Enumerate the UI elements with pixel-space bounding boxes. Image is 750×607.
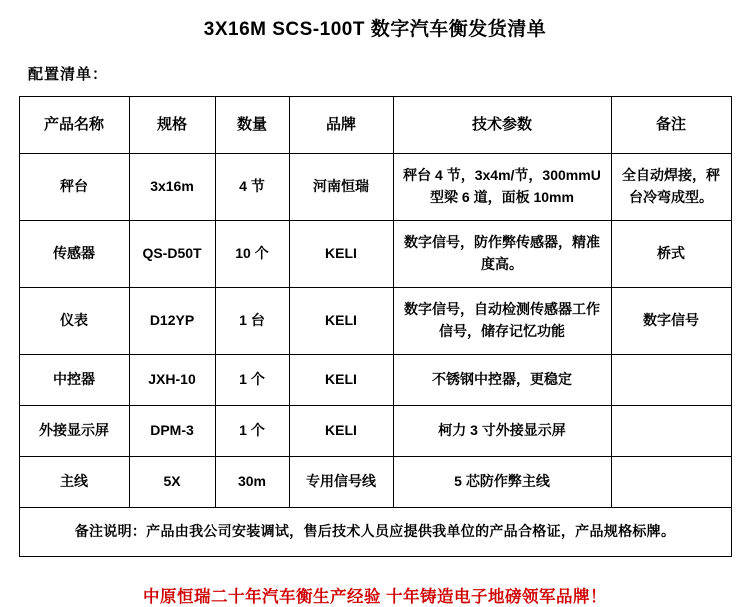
cell-note <box>611 355 731 406</box>
cell-brand: KELI <box>289 406 393 457</box>
cell-qty: 10 个 <box>215 221 289 288</box>
cell-tech: 不锈钢中控器，更稳定 <box>393 355 611 406</box>
table-footnote-row <box>19 508 731 557</box>
cell-spec: QS-D50T <box>129 221 215 288</box>
header-cell-spec: 规格 <box>129 97 215 154</box>
table-header-row <box>19 97 731 154</box>
header-cell-brand: 品牌 <box>289 97 393 154</box>
header-cell-note: 备注 <box>611 97 731 154</box>
cell-brand: KELI <box>289 221 393 288</box>
cell-product-name: 秤台 <box>19 154 129 221</box>
table-row <box>19 288 731 355</box>
cell-tech: 5 芯防作弊主线 <box>393 457 611 508</box>
table-footnote: 备注说明：产品由我公司安装调试，售后技术人员应提供我单位的产品合格证，产品规格标牌。 <box>19 508 731 557</box>
cell-tech: 柯力 3 寸外接显示屏 <box>393 406 611 457</box>
cell-product-name: 主线 <box>19 457 129 508</box>
document-page <box>0 14 750 607</box>
table-body <box>19 154 731 557</box>
cell-spec: JXH-10 <box>129 355 215 406</box>
table-row <box>19 221 731 288</box>
header-cell-qty: 数量 <box>215 97 289 154</box>
table-row <box>19 154 731 221</box>
cell-note: 桥式 <box>611 221 731 288</box>
cell-brand: KELI <box>289 288 393 355</box>
header-cell-name: 产品名称 <box>19 97 129 154</box>
cell-note <box>611 406 731 457</box>
footer-slogan: 中原恒瑞二十年汽车衡生产经验 十年铸造电子地磅领军品牌！ <box>142 588 608 606</box>
cell-spec: 5X <box>129 457 215 508</box>
cell-qty: 1 个 <box>215 406 289 457</box>
cell-product-name: 外接显示屏 <box>19 406 129 457</box>
cell-tech: 数字信号，防作弊传感器，精准度高。 <box>393 221 611 288</box>
cell-qty: 4 节 <box>215 154 289 221</box>
cell-note: 全自动焊接，秤台冷弯成型。 <box>611 154 731 221</box>
cell-tech: 数字信号，自动检测传感器工作信号，储存记忆功能 <box>393 288 611 355</box>
cell-spec: DPM-3 <box>129 406 215 457</box>
cell-spec: 3x16m <box>129 154 215 221</box>
cell-brand: 专用信号线 <box>289 457 393 508</box>
section-subtitle: 配置清单： <box>28 66 109 83</box>
cell-product-name: 传感器 <box>19 221 129 288</box>
cell-tech: 秤台 4 节，3x4m/节，300mmU 型梁 6 道，面板 10mm <box>393 154 611 221</box>
table-row <box>19 406 731 457</box>
cell-qty: 1 台 <box>215 288 289 355</box>
cell-note: 数字信号 <box>611 288 731 355</box>
spec-table <box>19 96 732 557</box>
cell-note <box>611 457 731 508</box>
cell-product-name: 仪表 <box>19 288 129 355</box>
cell-spec: D12YP <box>129 288 215 355</box>
table-header <box>19 97 731 154</box>
page-title: 3X16M SCS-100T 数字汽车衡发货清单 <box>203 19 547 40</box>
header-cell-tech: 技术参数 <box>393 97 611 154</box>
cell-qty: 1 个 <box>215 355 289 406</box>
cell-brand: 河南恒瑞 <box>289 154 393 221</box>
table-row <box>19 457 731 508</box>
cell-brand: KELI <box>289 355 393 406</box>
table-row <box>19 355 731 406</box>
cell-product-name: 中控器 <box>19 355 129 406</box>
cell-qty: 30m <box>215 457 289 508</box>
